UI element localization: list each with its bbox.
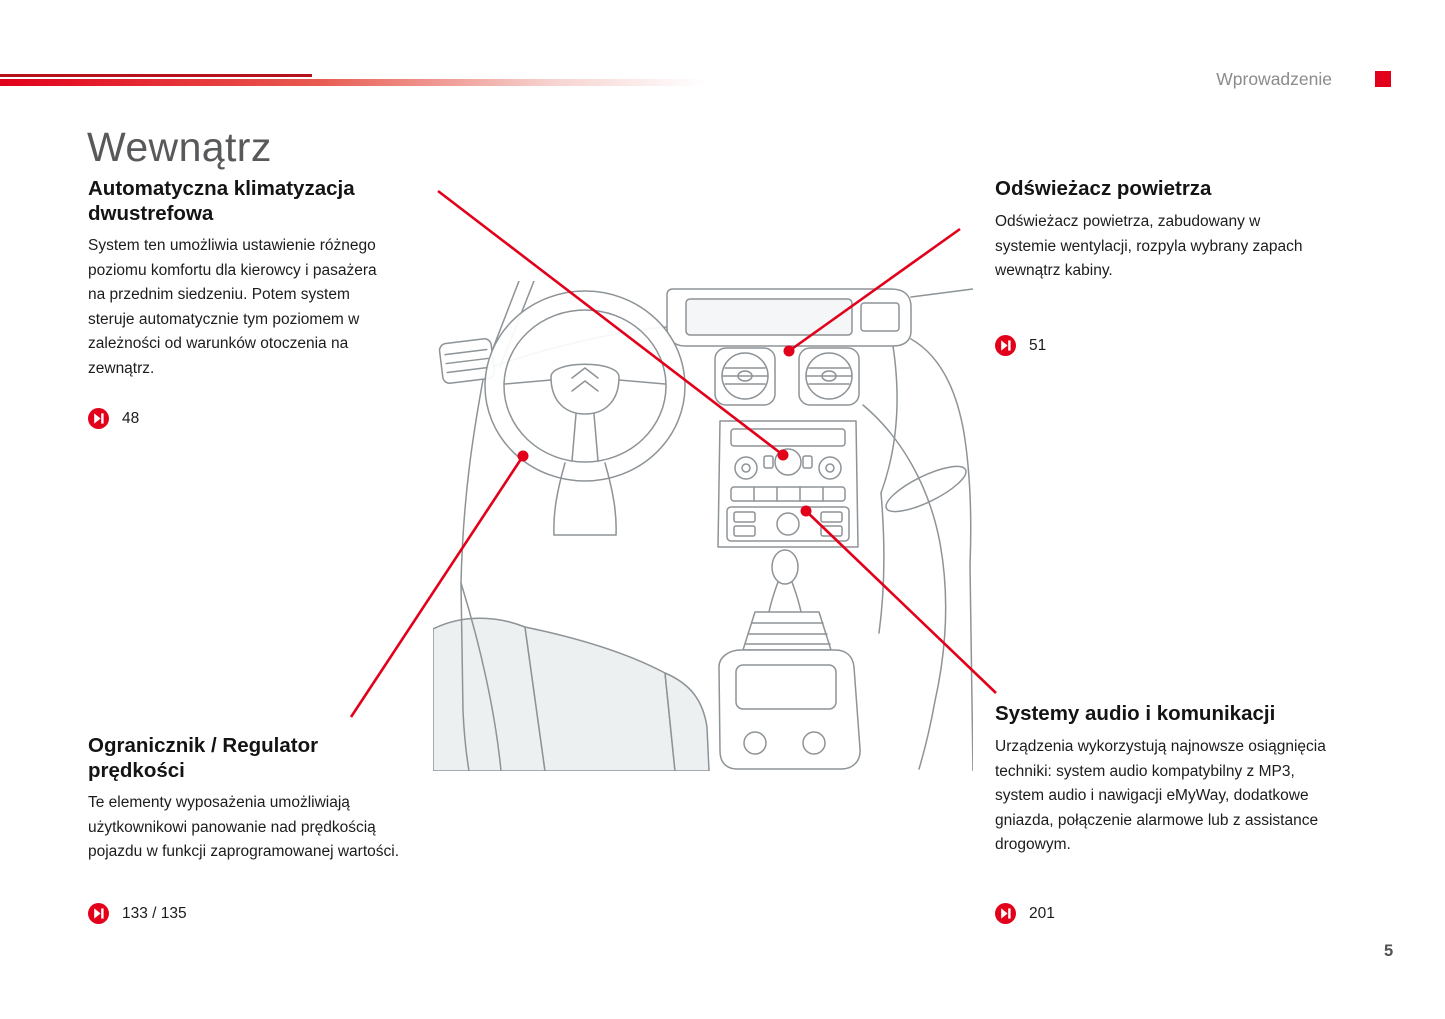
section-body-climate: System ten umożliwia ustawienie różnego poziomu komfortu dla kierowcy i pasażera na przednim siedzeniu. Potem system steruje automatycznie tym poziomem w zależności od warunków otoczenia na zewnątrz. [88,237,377,377]
page-ref-climate [88,408,139,429]
corner-square-marker [1375,71,1391,87]
page-ref-speed-limiter [88,903,187,924]
section-body-air-freshener: Odświeżacz powietrza, zabudowany w systemie wentylacji, rozpyla wybrany zapach wewnątrz kabiny. [995,213,1303,280]
page-ref-icon [995,335,1016,356]
section-heading-audio: Systemy audio i komunikacji [995,702,1276,725]
header-gradient-bar [0,79,705,86]
page-ref-audio [995,903,1055,924]
page-ref-number: 48 [122,409,140,427]
page-ref-number: 201 [1029,904,1055,922]
header-accent-line [0,74,312,77]
page-number: 5 [1384,942,1394,960]
page-ref-icon [88,903,109,924]
section-heading-climate: Automatyczna klimatyzacja dwustrefowa [88,177,355,225]
page-title: Wewnątrz [87,124,272,170]
page-ref-number: 133 / 135 [122,904,187,922]
page-ref-number: 51 [1029,336,1047,354]
page-ref-air-freshener [995,335,1046,356]
section-heading-speed-limiter: Ogranicznik / Regulator prędkości [88,734,319,782]
dashboard-illustration [433,281,973,771]
section-body-speed-limiter: Te elementy wyposażenia umożliwiają użytkownikowi panowanie nad prędkością pojazdu w funkcji zaprogramowanej wartości. [88,794,400,861]
section-body-audio: Urządzenia wykorzystują najnowsze osiągnięcia techniki: system audio kompatybilny z MP3, system audio i nawigacji eMyWay, dodatkowe gniazda, połączenie alarmowe lub z assistance drogowym. [995,738,1326,854]
page-ref-icon [995,903,1016,924]
breadcrumb: Wprowadzenie [1216,69,1332,89]
section-heading-air-freshener: Odświeżacz powietrza [995,177,1212,200]
page-ref-icon [88,408,109,429]
